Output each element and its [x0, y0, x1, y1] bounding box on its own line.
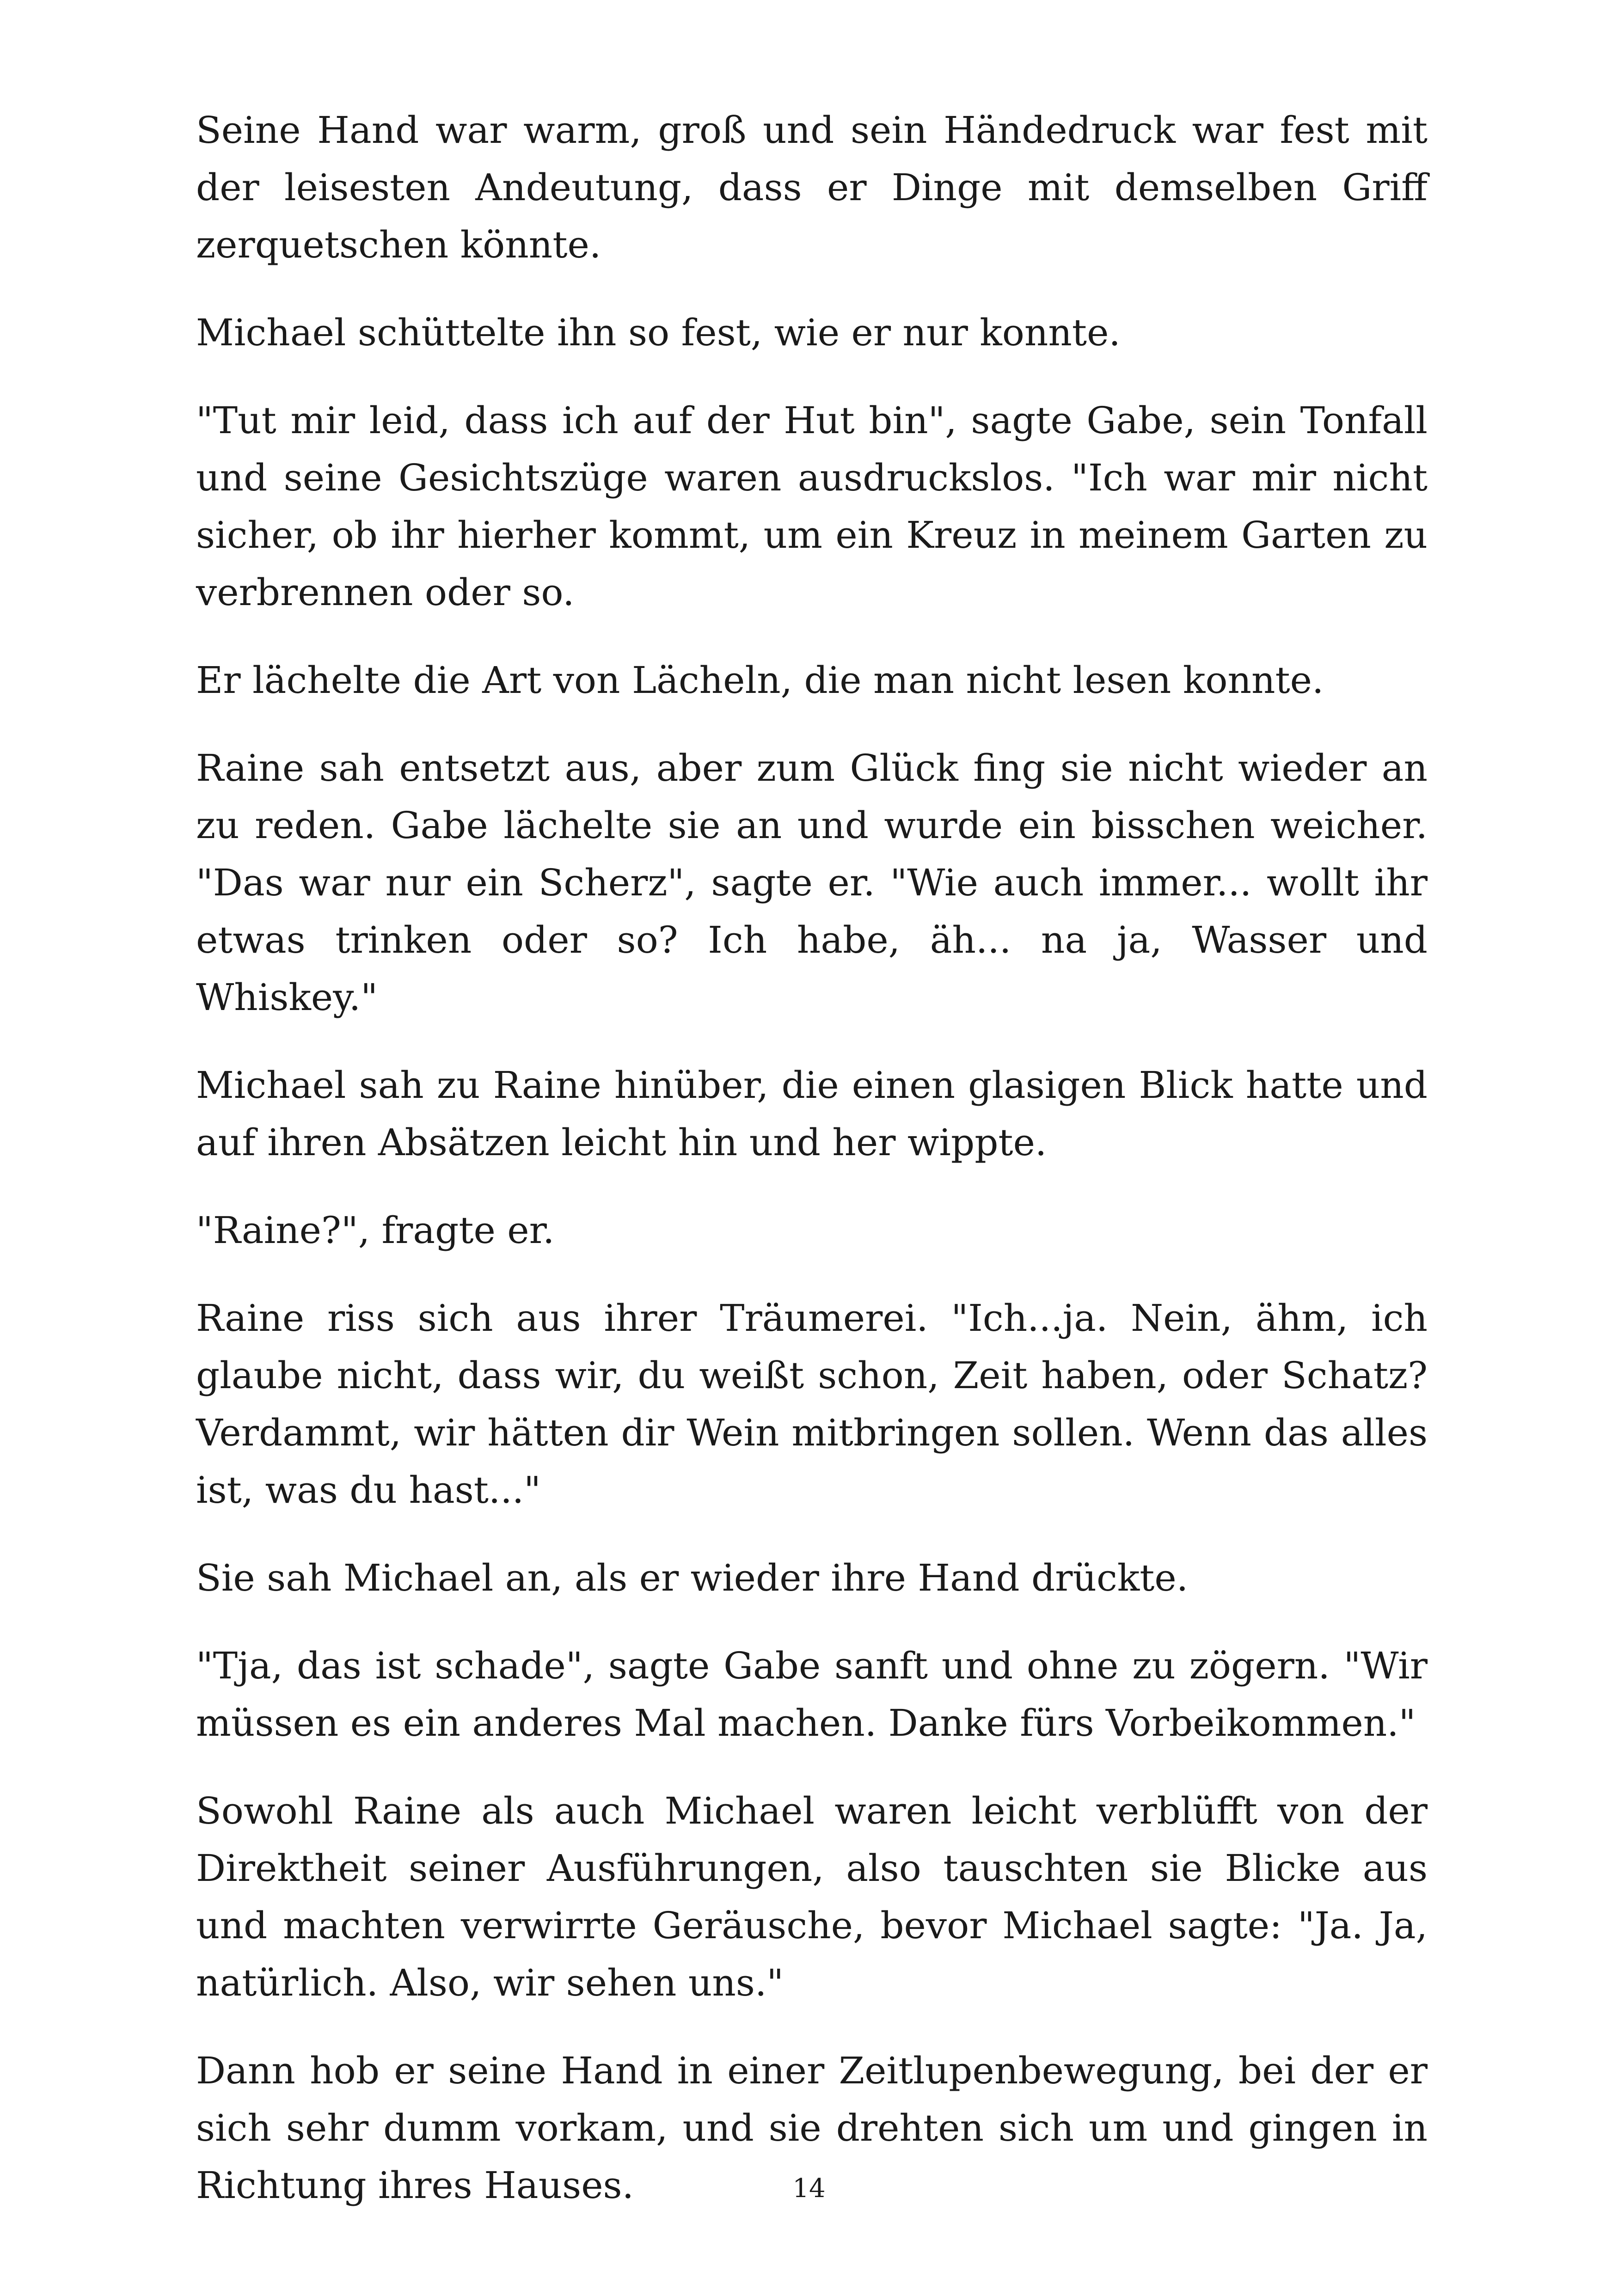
- paragraph-9: Sie sah Michael an, als er wieder ihre Hand drückte.: [196, 1556, 1189, 1599]
- paragraph-5: Raine sah entsetzt aus, aber zum Glück fing sie nicht wieder an zu reden. Gabe lächelte sie an und wurde ein bisschen weicher. "Das war nur ein Scherz", sagte er. "Wie auch immer... wollt ihr etwas trinken oder so? Ich habe, äh... na ja, Wasser und Whiskey.": [196, 747, 1428, 1019]
- paragraph-3: "Tut mir leid, dass ich auf der Hut bin", sagte Gabe, sein Tonfall und seine Gesichtszüge waren ausdruckslos. "Ich war mir nicht sicher, ob ihr hierher kommt, um ein Kreuz in meinem Garten zu verbrennen oder so.: [196, 399, 1428, 614]
- paragraph-2: Michael schüttelte ihn so fest, wie er nur konnte.: [196, 311, 1121, 354]
- paragraph-11: Sowohl Raine als auch Michael waren leicht verblüfft von der Direktheit seiner Ausführungen, also tauschten sie Blicke aus und machten verwirrte Geräusche, bevor Michael sagte: "Ja. Ja, natürlich. Also, wir sehen uns.": [196, 1789, 1428, 2004]
- paragraph-6: Michael sah zu Raine hinüber, die einen glasigen Blick hatte und auf ihren Absätzen leicht hin und her wippte.: [196, 1064, 1428, 1164]
- paragraph-10: "Tja, das ist schade", sagte Gabe sanft und ohne zu zögern. "Wir müssen es ein anderes Mal machen. Danke fürs Vorbeikommen.": [196, 1644, 1428, 1745]
- paragraph-12: Dann hob er seine Hand in einer Zeitlupenbewegung, bei der er sich sehr dumm vorkam, und sie drehten sich um und gingen in Richtung ihres Hauses.: [196, 2049, 1428, 2207]
- page-number: 14: [792, 2174, 826, 2204]
- paragraph-8: Raine riss sich aus ihrer Träumerei. "Ich...ja. Nein, ähm, ich glaube nicht, dass wir, du weißt schon, Zeit haben, oder Schatz? Verdammt, wir hätten dir Wein mitbringen sollen. Wenn das alles ist, was du hast...": [196, 1297, 1428, 1512]
- paragraph-7: "Raine?", fragte er.: [196, 1209, 555, 1252]
- paragraph-1: Seine Hand war warm, groß und sein Händedruck war fest mit der leisesten Andeutung, dass er Dinge mit demselben Griff zerquetschen könnte.: [196, 109, 1428, 266]
- paragraph-4: Er lächelte die Art von Lächeln, die man nicht lesen konnte.: [196, 659, 1324, 702]
- page-body: [196, 102, 1428, 2245]
